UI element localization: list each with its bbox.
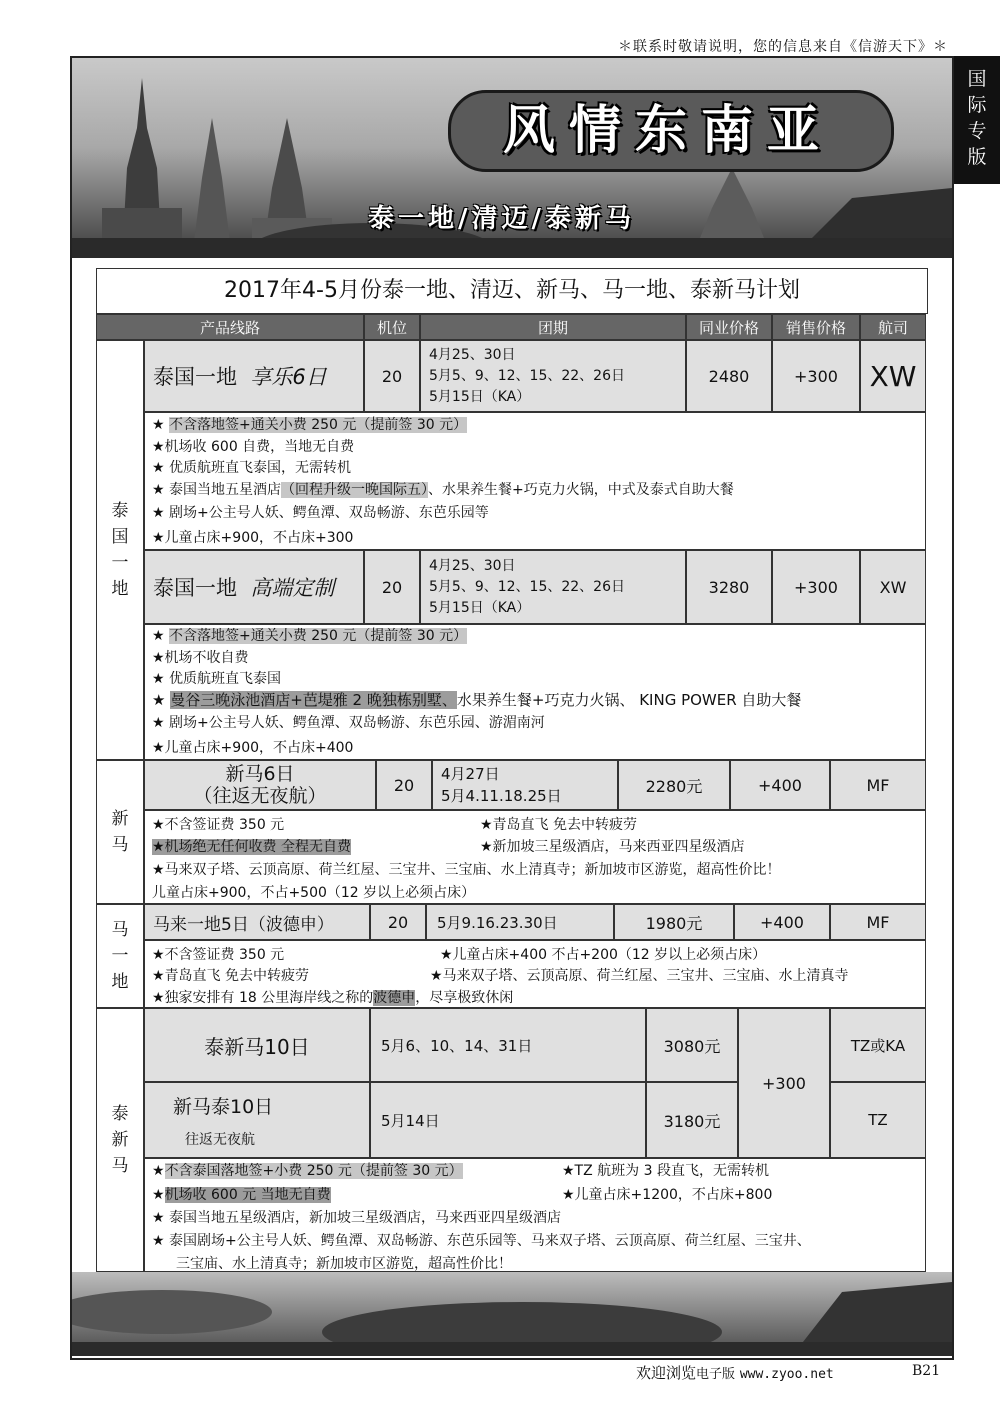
section-char: 地 xyxy=(111,972,129,992)
note-line: 三宝庙、水上清真寺；新加坡市区游览，超高性价比！ xyxy=(176,1256,512,1272)
note-line: ★儿童占床+900，不占床+300 xyxy=(152,530,354,546)
product-subtitle: （往返无夜航） xyxy=(193,785,327,807)
garden-scenery-illustration xyxy=(72,1272,952,1356)
airline-code: MF xyxy=(830,760,926,810)
note-line: ★儿童占床+400 不占+200（12 岁以上必须占床） xyxy=(440,947,767,963)
section-label-malaysia xyxy=(96,904,144,1008)
section-char: 马 xyxy=(111,835,129,855)
footer-welcome-text: 欢迎浏览 xyxy=(636,1364,697,1382)
seats-value: 20 xyxy=(370,904,426,940)
product-name: 新马6日 xyxy=(225,763,295,785)
trade-price: 2480 xyxy=(686,340,772,412)
airline-code: XW xyxy=(860,340,926,412)
note-line: ★青岛直飞 免去中转疲劳 xyxy=(480,817,638,833)
section-tab-char: 国 xyxy=(967,68,987,90)
note-line: ★机场绝无任何收费 全程无自费 xyxy=(152,839,352,855)
section-label-sg-my xyxy=(96,760,144,904)
note-line: ★ 剧场+公主号人妖、鳄鱼潭、双岛畅游、东芭乐园等 xyxy=(152,505,489,521)
note-line: ★ 泰国当地五星级酒店，新加坡三星级酒店，马来西亚四星级酒店 xyxy=(152,1210,561,1226)
departure-date: 5月15日（KA） xyxy=(429,388,531,405)
note-line: ★ 不含落地签+通关小费 250 元（提前签 30 元） xyxy=(152,628,468,644)
sale-price: +300 xyxy=(772,550,860,624)
note-line: ★ 泰国当地五星酒店（回程升级一晚国际五）、水果养生餐+巧克力火锅，中式及泰式自助大餐 xyxy=(152,482,734,498)
product-name-cell xyxy=(144,340,364,412)
header-trade-price: 同业价格 xyxy=(686,314,772,340)
departure-dates xyxy=(420,340,686,412)
product-subtitle: 享乐6日 xyxy=(250,365,327,389)
note-line: ★儿童占床+900，不占床+400 xyxy=(152,740,354,756)
product-name: 新马泰10日 xyxy=(173,1095,274,1118)
airline-code: MF xyxy=(830,904,926,940)
section-char: 国 xyxy=(111,527,129,547)
note-line: ★ 泰国剧场+公主号人妖、鳄鱼潭、双岛畅游、东芭乐园等、马来双子塔、云顶高原、荷兰红屋、三宝井、 xyxy=(152,1233,811,1249)
note-line: 儿童占床+900，不占+500（12 岁以上必须占床） xyxy=(152,885,476,901)
departure-date: 5月6、10、14、31日 xyxy=(370,1008,646,1082)
section-char: 新 xyxy=(111,1130,129,1150)
source-notice: ＊联系时敬请说明，您的信息来自《信游天下》＊ xyxy=(618,39,948,55)
airline-code: XW xyxy=(860,550,926,624)
section-char: 泰 xyxy=(111,1104,129,1124)
header-dates: 团期 xyxy=(420,314,686,340)
airline-code: TZ xyxy=(830,1082,926,1158)
note-line: ★马来双子塔、云顶高原、荷兰红屋、三宝井、三宝庙、水上清真寺 xyxy=(430,968,849,984)
note-line: ★新加坡三星级酒店，马来西亚四星级酒店 xyxy=(480,839,745,855)
note-line: ★ 不含落地签+通关小费 250 元（提前签 30 元） xyxy=(152,417,468,433)
note-line: ★ 优质航班直飞泰国 xyxy=(152,671,282,687)
note-line: ★机场收 600 元 当地无自费 xyxy=(152,1187,331,1203)
seats-value: 20 xyxy=(364,550,420,624)
plan-title: 2017年4-5月份泰一地、清迈、新马、马一地、泰新马计划 xyxy=(96,268,928,314)
note-line: ★青岛直飞 免去中转疲劳 xyxy=(152,968,310,984)
note-line: ★独家安排有 18 公里海岸线之称的波德申，尽享极致休闲 xyxy=(152,990,514,1006)
section-char: 一 xyxy=(111,553,129,573)
trade-price: 3180元 xyxy=(646,1082,738,1158)
note-line: ★ 优质航班直飞泰国，无需转机 xyxy=(152,460,352,476)
departure-date: 4月25、30日 xyxy=(429,557,516,574)
note-line: ★不含签证费 350 元 xyxy=(152,947,285,963)
departure-date: 5月5、9、12、15、22、26日 xyxy=(429,367,625,384)
note-line: ★机场收 600 自费，当地无自费 xyxy=(152,439,355,455)
section-label-th-sg-my xyxy=(96,1008,144,1272)
departure-date: 5月15日（KA） xyxy=(429,599,531,616)
seats-value: 20 xyxy=(364,340,420,412)
note-line: ★ 剧场+公主号人妖、鳄鱼潭、双岛畅游、东芭乐园、游湄南河 xyxy=(152,715,545,731)
product-name-cell xyxy=(144,1082,370,1158)
note-line: ★儿童占床+1200，不占床+800 xyxy=(562,1187,773,1203)
header-seats: 机位 xyxy=(364,314,420,340)
note-line: ★机场不收自费 xyxy=(152,650,249,666)
banner-title: 风情东南亚 xyxy=(502,101,833,161)
page-number: B21 xyxy=(912,1363,941,1379)
section-char: 一 xyxy=(111,946,129,966)
header-sale-price: 销售价格 xyxy=(772,314,860,340)
product-subtitle: 往返无夜航 xyxy=(185,1131,255,1148)
note-line: ★马来双子塔、云顶高原、荷兰红屋、三宝井、三宝庙、水上清真寺；新加坡市区游览，超高性价比！ xyxy=(152,862,781,878)
trade-price: 2280元 xyxy=(618,760,730,810)
note-line: ★TZ 航班为 3 段直飞，无需转机 xyxy=(562,1163,769,1179)
trade-price: 1980元 xyxy=(614,904,734,940)
section-char: 马 xyxy=(111,1156,129,1176)
note-line: ★不含签证费 350 元 xyxy=(152,817,285,833)
trade-price: 3280 xyxy=(686,550,772,624)
product-name: 泰国一地 xyxy=(153,365,237,389)
bottom-banner-image xyxy=(72,1272,952,1356)
footer-welcome xyxy=(636,1362,834,1383)
product-name: 泰新马10日 xyxy=(144,1008,370,1082)
section-label-thailand xyxy=(96,340,144,760)
seats-value: 20 xyxy=(376,760,432,810)
section-char: 新 xyxy=(111,809,129,829)
departure-date: 5月4.11.18.25日 xyxy=(441,787,562,805)
header-product-line: 产品线路 xyxy=(96,314,364,340)
section-char: 泰 xyxy=(111,501,129,521)
departure-date: 5月5、9、12、15、22、26日 xyxy=(429,578,625,595)
sale-price: +300 xyxy=(772,340,860,412)
product-name: 马来一地5日（波德申） xyxy=(144,904,370,940)
footer-edition: 电子版 xyxy=(696,1367,736,1382)
note-line: ★ 曼谷三晚泳池酒店+芭堤雅 2 晚独栋别墅、水果养生餐+巧克力火锅、 KING POWER 自助大餐 xyxy=(152,691,802,709)
product-name-cell xyxy=(144,550,364,624)
trade-price: 3080元 xyxy=(646,1008,738,1082)
product-name-cell xyxy=(144,760,376,810)
airline-code: TZ或KA xyxy=(830,1008,926,1082)
departure-date: 5月9.16.23.30日 xyxy=(426,904,614,940)
sale-price: +400 xyxy=(730,760,830,810)
departure-date: 5月14日 xyxy=(370,1082,646,1158)
section-tab-char: 际 xyxy=(967,94,987,116)
sale-price: +400 xyxy=(734,904,830,940)
section-tab xyxy=(954,56,1000,184)
section-tab-char: 版 xyxy=(967,146,987,168)
departure-dates xyxy=(420,550,686,624)
product-subtitle: 高端定制 xyxy=(250,576,335,600)
footer-site-link[interactable]: www.zyoo.net xyxy=(739,1367,834,1382)
note-line: ★不含泰国落地签+小费 250 元（提前签 30 元） xyxy=(152,1163,463,1179)
section-char: 马 xyxy=(111,920,129,940)
departure-date: 4月25、30日 xyxy=(429,346,516,363)
product-name: 泰国一地 xyxy=(153,576,237,600)
departure-date: 4月27日 xyxy=(441,765,500,783)
sale-price: +300 xyxy=(738,1008,830,1158)
departure-dates xyxy=(432,760,618,810)
header-airline: 航司 xyxy=(860,314,926,340)
banner-subtitle: 泰一地/清迈/泰新马 xyxy=(368,204,635,234)
section-char: 地 xyxy=(111,579,129,599)
section-tab-char: 专 xyxy=(967,120,987,142)
